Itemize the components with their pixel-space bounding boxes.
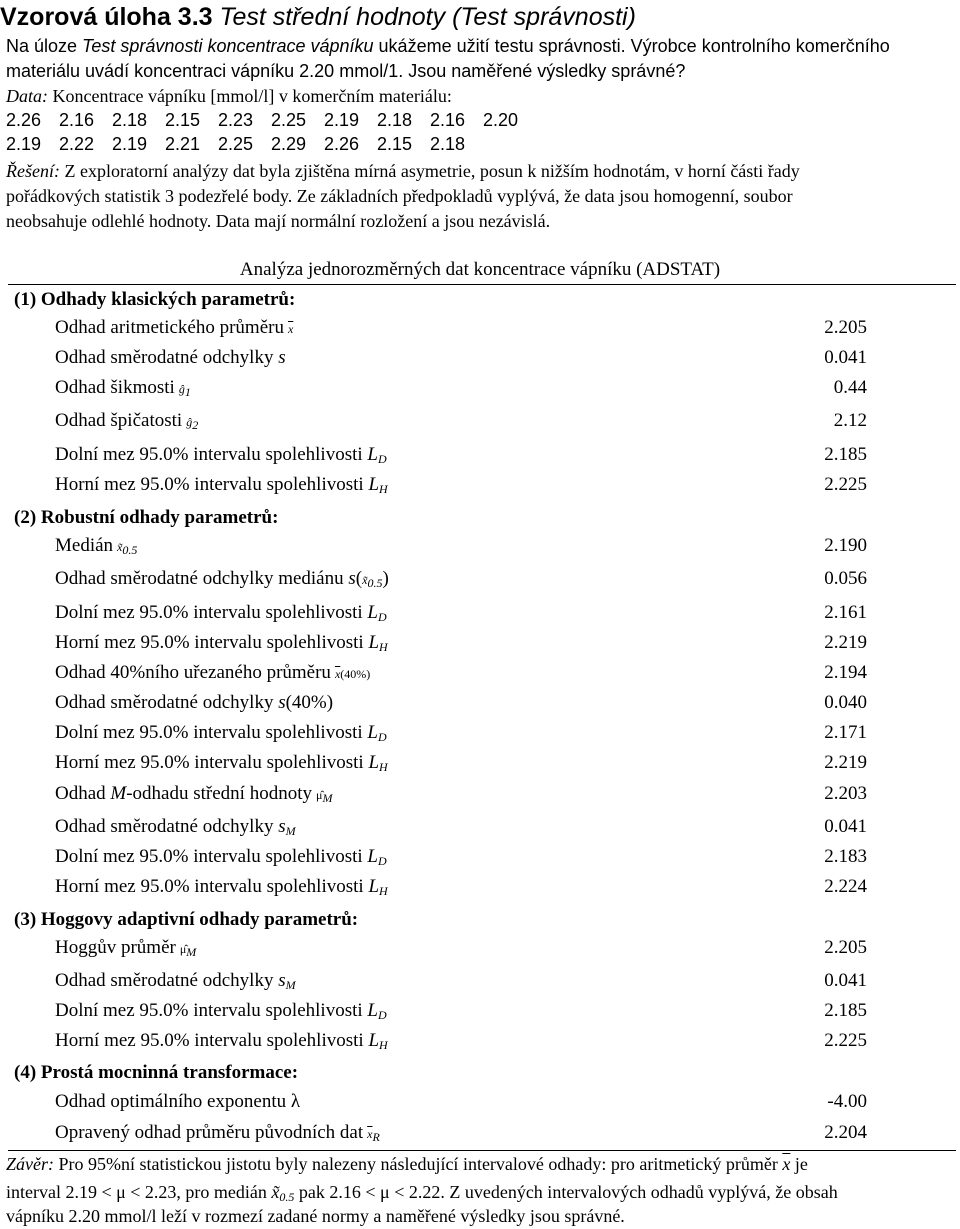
stat-row: Odhad M-odhadu střední hodnoty $\mû_M$ 2.203 — [55, 783, 867, 805]
stat-row: Dolní mez 95.0% intervalu spolehlivosti $L_D$ 2.185 — [55, 444, 867, 466]
stat-row: Horní mez 95.0% intervalu spolehlivosti $L_H$ 2.219 — [55, 752, 867, 774]
stat-row: Horní mez 95.0% intervalu spolehlivosti $L_H$ 2.225 — [55, 1030, 867, 1052]
top-divider — [8, 284, 956, 285]
stat-row: Hoggův průměr $\mû_M$ 2.205 — [55, 937, 867, 959]
conclusion-line-3: vápníku 2.20 mmol/l leží v rozmezí zadané normy a naměřené výsledky jsou správné. — [6, 1206, 625, 1226]
title-italic: Test střední hodnoty (Test správnosti) — [219, 3, 636, 31]
conclusion-line-1: Závěr: Pro 95%ní statistickou jistotu byly nalezeny následující intervalové odhady: pro aritmetický průměr $\overline{x}$ je — [6, 1154, 808, 1174]
intro-line-1: Na úloze Test správnosti koncentrace vápníku ukážeme užití testu správnosti. Výrobce kontrolního komerčního — [6, 36, 890, 56]
stat-row: Odhad aritmetického průměru $\overline{x}$ 2.205 — [55, 317, 867, 338]
section-4-title: (4) Prostá mocninná transformace: — [14, 1062, 299, 1083]
stat-row: Horní mez 95.0% intervalu spolehlivosti $L_H$ 2.224 — [55, 876, 867, 898]
stat-row: Odhad 40%ního uřezaného průměru $\overline{x}(40\%)$ 2.194 — [55, 662, 867, 683]
conclusion-line-2: interval 2.19 < μ < 2.23, pro medián $x̃_{0.5}$ pak 2.16 < μ < 2.22. Z uvedených intervalových odhadů vyplývá, že obsah — [6, 1182, 838, 1204]
data-values-row-1: 2.26 2.16 2.18 2.15 2.23 2.25 2.19 2.18 2.16 2.20 — [6, 110, 519, 130]
stat-row: Dolní mez 95.0% intervalu spolehlivosti $L_D$ 2.171 — [55, 722, 867, 744]
stat-row: Odhad směrodatné odchylky mediánu $s(x̃_{0.5})$ 0.056 — [55, 568, 867, 590]
stat-row: Odhad směrodatné odchylky s(40%) 0.040 — [55, 692, 867, 713]
data-values-row-2: 2.19 2.22 2.19 2.21 2.25 2.29 2.26 2.15 2.18 — [6, 134, 466, 154]
stat-row: Odhad směrodatné odchylky $s_M$ 0.041 — [55, 970, 867, 992]
solution-line-3: neobsahuje odlehlé hodnoty. Data mají normální rozložení a jsou nezávislá. — [6, 211, 551, 231]
solution-line-1: Řešení: Z exploratorní analýzy dat byla zjištěna mírná asymetrie, posun k nižším hodnotám, v horní části řady — [6, 161, 800, 181]
solution-line-2: pořádkových statistik 3 podezřelé body. Ze základních předpokladů vyplývá, že data jsou homogenní, soubor — [6, 186, 793, 206]
analysis-title: Analýza jednorozměrných dat koncentrace vápníku (ADSTAT) — [239, 259, 721, 280]
stat-row: Odhad šikmosti $ĝ_1$ 0.44 — [55, 377, 867, 399]
stat-row: Odhad směrodatné odchylky s 0.041 — [55, 347, 867, 368]
section-1-title: (1) Odhady klasických parametrů: — [14, 289, 296, 310]
section-2-title: (2) Robustní odhady parametrů: — [14, 507, 279, 528]
data-description: Data: Koncentrace vápníku [mmol/l] v komerčním materiálu: — [6, 86, 452, 106]
stat-row: Odhad optimálního exponentu λ -4.00 — [55, 1091, 867, 1112]
stat-row: Dolní mez 95.0% intervalu spolehlivosti $L_D$ 2.161 — [55, 602, 867, 624]
intro-line-2: materiálu uvádí koncentraci vápníku 2.20 mmol/1. Jsou naměřené výsledky správné? — [6, 61, 686, 81]
stat-row: Dolní mez 95.0% intervalu spolehlivosti $L_D$ 2.185 — [55, 1000, 867, 1022]
stat-row: Horní mez 95.0% intervalu spolehlivosti $L_H$ 2.225 — [55, 474, 867, 496]
stat-row: Medián $x̃_{0.5}$ 2.190 — [55, 535, 867, 557]
stat-row: Dolní mez 95.0% intervalu spolehlivosti $L_D$ 2.183 — [55, 846, 867, 868]
stat-row: Horní mez 95.0% intervalu spolehlivosti $L_H$ 2.219 — [55, 632, 867, 654]
page-title — [0, 0, 636, 34]
stat-row: Odhad směrodatné odchylky $s_M$ 0.041 — [55, 816, 867, 838]
stat-row: Odhad špičatosti $ĝ_2$ 2.12 — [55, 410, 867, 432]
stat-row: Opravený odhad průměru původních dat $\overline{x}_R$ 2.204 — [55, 1122, 867, 1144]
title-bold: Vzorová úloha 3.3 — [0, 3, 213, 31]
section-3-title: (3) Hoggovy adaptivní odhady parametrů: — [14, 909, 359, 930]
